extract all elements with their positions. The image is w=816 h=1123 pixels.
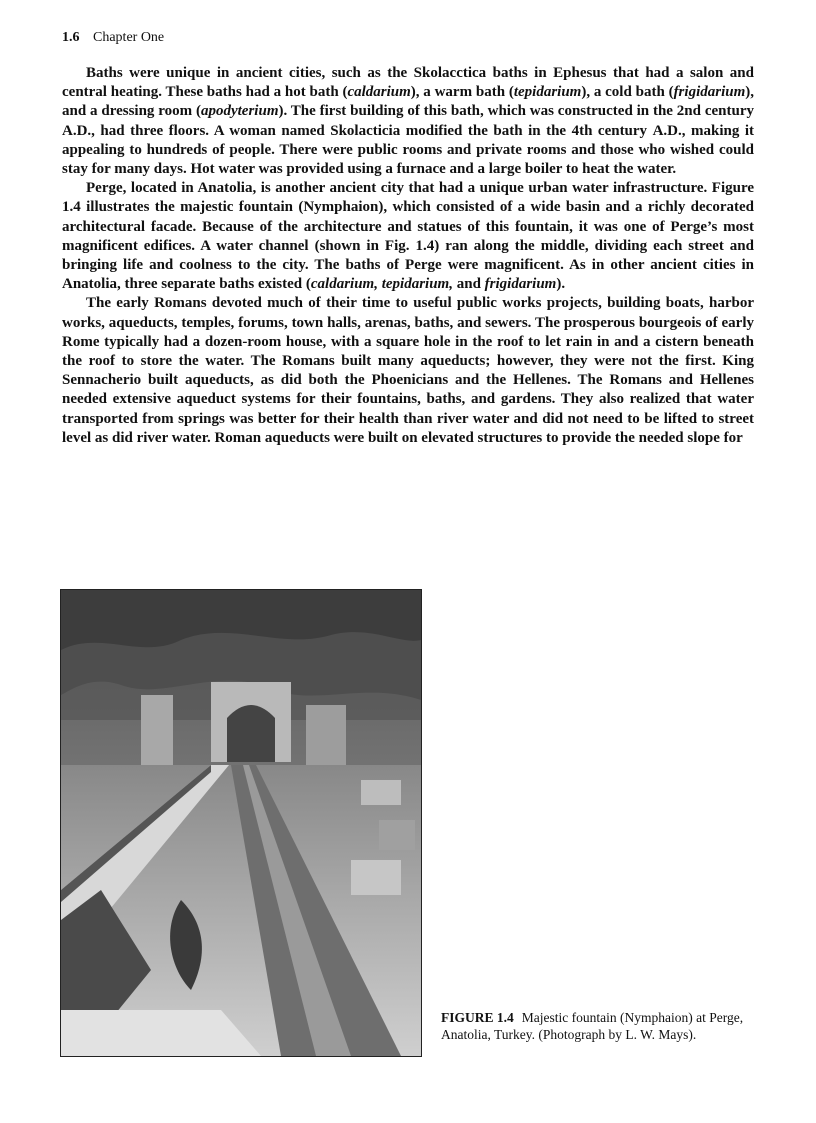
text-run: Baths were unique in ancient cities, such as the Skolacctica baths in Ephesus that had a salon and central heating. These baths had a hot bath ( bbox=[62, 65, 754, 101]
italic-term: caldarium, tepidarium, bbox=[310, 276, 453, 293]
italic-term: apodyterium bbox=[200, 103, 279, 120]
text-run: ), a cold bath ( bbox=[581, 84, 674, 101]
page-number: 1.6 bbox=[62, 30, 80, 45]
running-header bbox=[62, 30, 164, 46]
era-abbreviation: A.D. bbox=[652, 122, 682, 139]
italic-term: frigidarium bbox=[673, 84, 746, 101]
text-run: ). The first building of this bath, which was constructed in the 2nd century bbox=[278, 103, 754, 120]
era-abbreviation: A.D. bbox=[62, 122, 92, 139]
italic-term: tepidarium bbox=[513, 84, 582, 101]
text-run: ), a warm bath ( bbox=[410, 84, 514, 101]
chapter-title: Chapter One bbox=[93, 30, 165, 45]
fountain-ruins-photo bbox=[61, 590, 421, 1056]
italic-term: frigidarium bbox=[484, 276, 557, 293]
body-text bbox=[62, 64, 754, 448]
text-run: , making it appealing to hundreds of people. There were public rooms and private rooms and those who wished could stay for many days. Hot water was provided using a furnace and a large boiler to heat the water. bbox=[62, 122, 754, 178]
text-run: and bbox=[452, 276, 485, 293]
text-run: ). bbox=[556, 276, 566, 293]
paragraph-1 bbox=[62, 64, 754, 179]
figure-caption bbox=[441, 1010, 771, 1043]
figure-caption-text: Majestic fountain (Nymphaion) at Perge, Anatolia, Turkey. (Photograph by L. W. Mays). bbox=[441, 1010, 744, 1042]
text-run: , had three floors. A woman named Skolacticia modified the bath in the 4th century bbox=[91, 122, 653, 139]
figure-photo bbox=[60, 589, 422, 1057]
paragraph-3 bbox=[62, 294, 754, 448]
text-run: Perge, located in Anatolia, is another ancient city that had a unique urban water infrastructure. Figure 1.4 illustrates the majestic fountain (Nymphaion), which consisted of a wide basin and a richly decorated architectural facade. Because of the architecture and statues of this fountain, it was one of Perge’s most magnificent edifices. A water channel (shown in Fig. 1.4) ran along the middle, dividing each street and bringing life and coolness to the city. The baths of Perge were magnificent. As in other ancient cities in Anatolia, three separate baths existed ( bbox=[62, 180, 754, 293]
text-run: The early Romans devoted much of their time to useful public works projects, building boats, harbor works, aqueducts, temples, forums, town halls, arenas, baths, and sewers. The prosperous bourgeois of early Rome typically had a dozen-room house, with a square hole in the roof to let rain in and a cistern beneath the roof to store the water. The Romans built many aqueducts; however, they were not the first. King Sennacherio built aqueducts, as did both the Phoenicians and the Hellenes. The Romans and Hellenes needed extensive aqueduct systems for their fountains, baths, and gardens. They also realized that water transported from springs was better for their health than river water and did not need to be lifted to street level as did river water. Roman aqueducts were built on elevated structures to provide the needed slope for bbox=[62, 295, 754, 446]
text-run: ), and a dressing room ( bbox=[62, 84, 754, 120]
italic-term: caldarium bbox=[347, 84, 411, 101]
figure-label: FIGURE 1.4 bbox=[441, 1010, 514, 1025]
paragraph-2 bbox=[62, 179, 754, 294]
